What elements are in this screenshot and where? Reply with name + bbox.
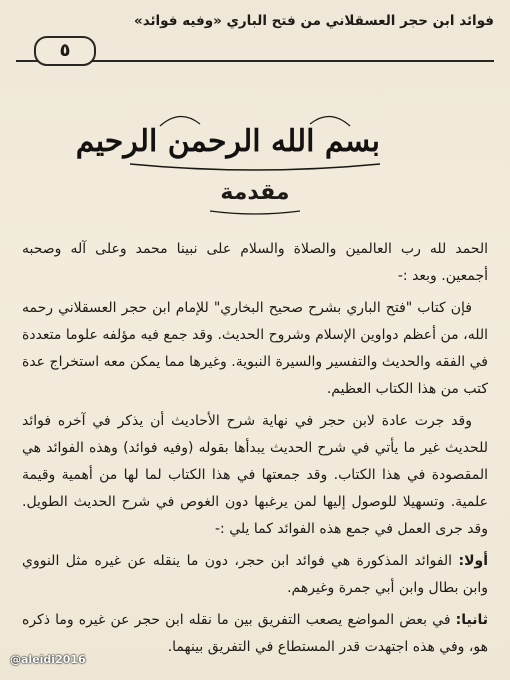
page-number: ٥ xyxy=(59,40,71,61)
paragraph-method: وقد جرت عادة لابن حجر في نهاية شرح الأحاديث أن يذكر في آخره فوائد للحديث غير ما يأتي في شرح الحديث يبدأها بقوله (وفيه فوائد) وهذه الفوائد هي المقصودة في هذا الكتاب. وقد جمعتها في هذا الكتاب لما لها من أهمية وقيمة علمية. وتسهيلا للوصول إليها لمن يرغبها دون الغوص في شرح الحديث الطويل. وقد جرى العمل في جمع هذه الفوائد كما يلي :- xyxy=(22,413,488,537)
list-item-text: في بعض المواضع يصعب التفريق بين ما نقله ابن حجر عن غيره وما ذكره هو، وفي هذه اجتهدت قدر المستطاع في التفريق بينهما. xyxy=(22,612,488,655)
paragraph-fath-albari: فإن كتاب "فتح الباري بشرح صحيح البخاري" للإمام ابن حجر العسقلاني رحمه الله، من أعظم دواوين الإسلام وشروح الحديث. وقد جمع فيه مؤلفه علوما متعددة في الفقه والحديث والتفسير والسيرة النبوية. وغيرها مما يمكن معه استخراج عدة كتب من هذا الكتاب العظيم. xyxy=(22,300,488,397)
list-item-second xyxy=(22,607,488,661)
list-marker: ثانيا: xyxy=(455,612,488,628)
heading-underline-icon xyxy=(205,206,305,216)
basmala: بسم الله الرحمن الرحيم xyxy=(75,124,380,159)
section-heading: مقدمة xyxy=(220,180,290,205)
watermark: @aleidi2016 xyxy=(10,653,86,666)
running-title: فوائد ابن حجر العسقلاني من فتح الباري «وفيه فوائد» xyxy=(133,13,494,29)
list-item-text: الفوائد المذكورة هي فوائد ابن حجر، دون ما ينقله عن غيره مثل النووي وابن بطال وابن أبي جمرة وغيرهم. xyxy=(22,553,488,596)
list-marker: أولا: xyxy=(458,553,488,569)
paragraph-opening: الحمد لله رب العالمين والصلاة والسلام على نبينا محمد وعلى آله وصحبه أجمعين. وبعد :- xyxy=(22,241,488,284)
body-text xyxy=(22,236,488,666)
list-item-first xyxy=(22,548,488,602)
page-header xyxy=(16,10,494,62)
page-number-badge xyxy=(34,36,96,66)
